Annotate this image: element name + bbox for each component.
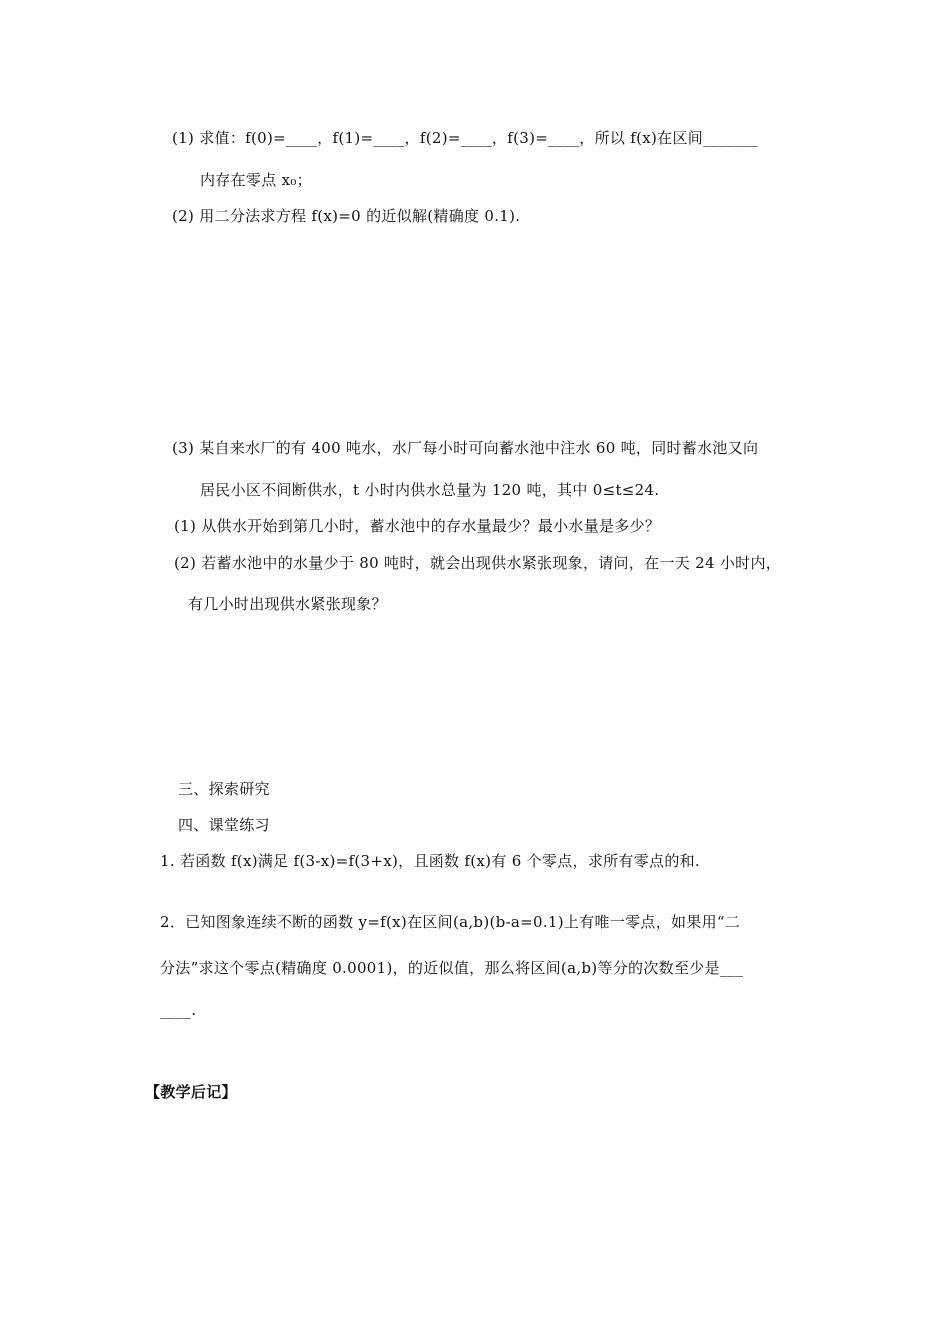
question-3-line-1: (3) 某自来水厂的有 400 吨水，水厂每小时可向蓄水池中注水 60 吨，同时蓄水池又向 (172, 439, 759, 457)
exercise-1: 1. 若函数 f(x)满足 f(3-x)=f(3+x)，且函数 f(x)有 6 个零点，求所有零点的和. (160, 852, 700, 870)
question-3-sub-2-line-1: (2) 若蓄水池中的水量少于 80 吨时，就会出现供水紧张现象，请问，在一天 24 小时内， (174, 554, 782, 572)
question-3-sub-1: (1) 从供水开始到第几小时，蓄水池中的存水量最少？最小水量是多少？ (174, 517, 661, 535)
teaching-afterword-heading: 【教学后记】 (145, 1083, 237, 1101)
question-3-line-2: 居民小区不间断供水，t 小时内供水总量为 120 吨，其中 0≤t≤24. (200, 481, 660, 499)
question-1-line-2: 内存在零点 x₀； (200, 171, 312, 189)
section-heading-explore: 三、探索研究 (178, 780, 270, 798)
section-heading-practice: 四、课堂练习 (178, 816, 270, 834)
exercise-2-line-3: ____. (160, 1001, 197, 1019)
exercise-2-line-2: 分法”求这个零点(精确度 0.0001)，的近似值，那么将区间(a,b)等分的次数至少是___ (160, 959, 744, 977)
exercise-2-line-1: 2．已知图象连续不断的函数 y=f(x)在区间(a,b)(b-a=0.1)上有唯一零点，如果用“二 (160, 913, 741, 931)
question-1-line-1: (1) 求值：f(0)=____，f(1)=____，f(2)=____，f(3)=____，所以 f(x)在区间_______ (172, 129, 758, 147)
question-2: (2) 用二分法求方程 f(x)=0 的近似解(精确度 0.1). (172, 207, 521, 225)
question-3-sub-2-line-2: 有几小时出现供水紧张现象？ (188, 595, 387, 613)
